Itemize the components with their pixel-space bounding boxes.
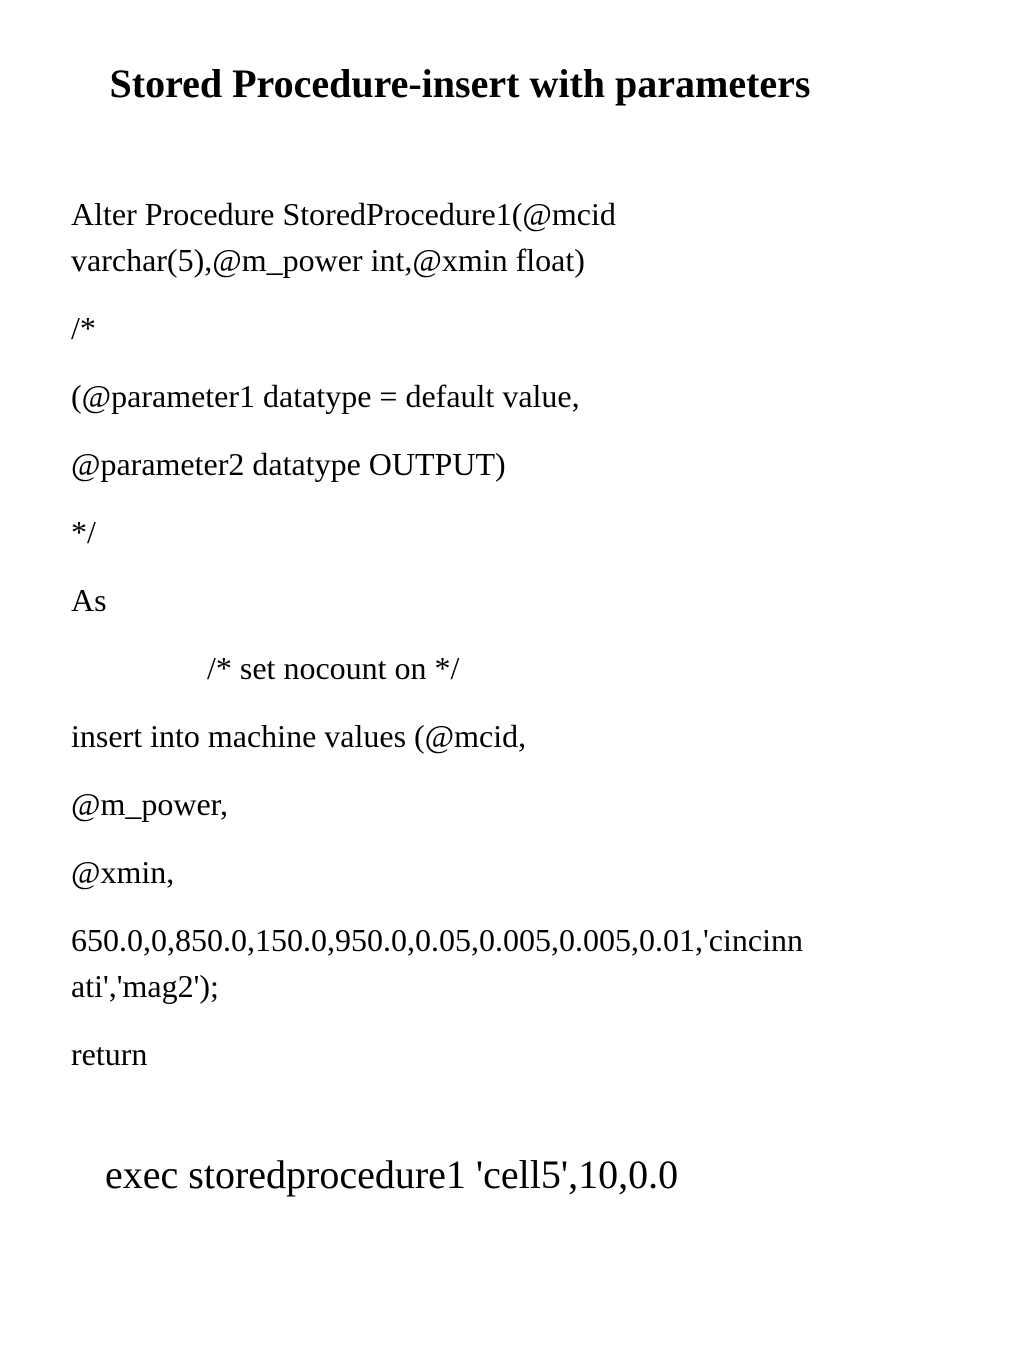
values-line-2: ati','mag2'); [71, 968, 219, 1004]
comment-open: /* [71, 310, 96, 346]
xmin-parameter-line: @xmin, [71, 854, 175, 890]
as-keyword: As [71, 582, 107, 618]
exec-statement: exec storedprocedure1 'cell5',10,0.0 [105, 1152, 679, 1197]
values-line-1: 650.0,0,850.0,150.0,950.0,0.05,0.005,0.005,0.01,'cincinn [71, 922, 803, 958]
alter-procedure-line-1: Alter Procedure StoredProcedure1(@mcid [71, 196, 616, 232]
parameter-line-1: (@parameter1 datatype = default value, [71, 378, 580, 414]
insert-statement-line: insert into machine values (@mcid, [71, 718, 527, 754]
alter-procedure-line-2: varchar(5),@m_power int,@xmin float) [71, 242, 585, 278]
return-keyword: return [71, 1036, 148, 1072]
parameter-line-2: @parameter2 datatype OUTPUT) [71, 446, 506, 482]
slide-title: Stored Procedure-insert with parameters [109, 61, 811, 106]
comment-close: */ [71, 514, 96, 550]
power-parameter-line: @m_power, [71, 786, 229, 822]
nocount-comment: /* set nocount on */ [207, 650, 460, 686]
